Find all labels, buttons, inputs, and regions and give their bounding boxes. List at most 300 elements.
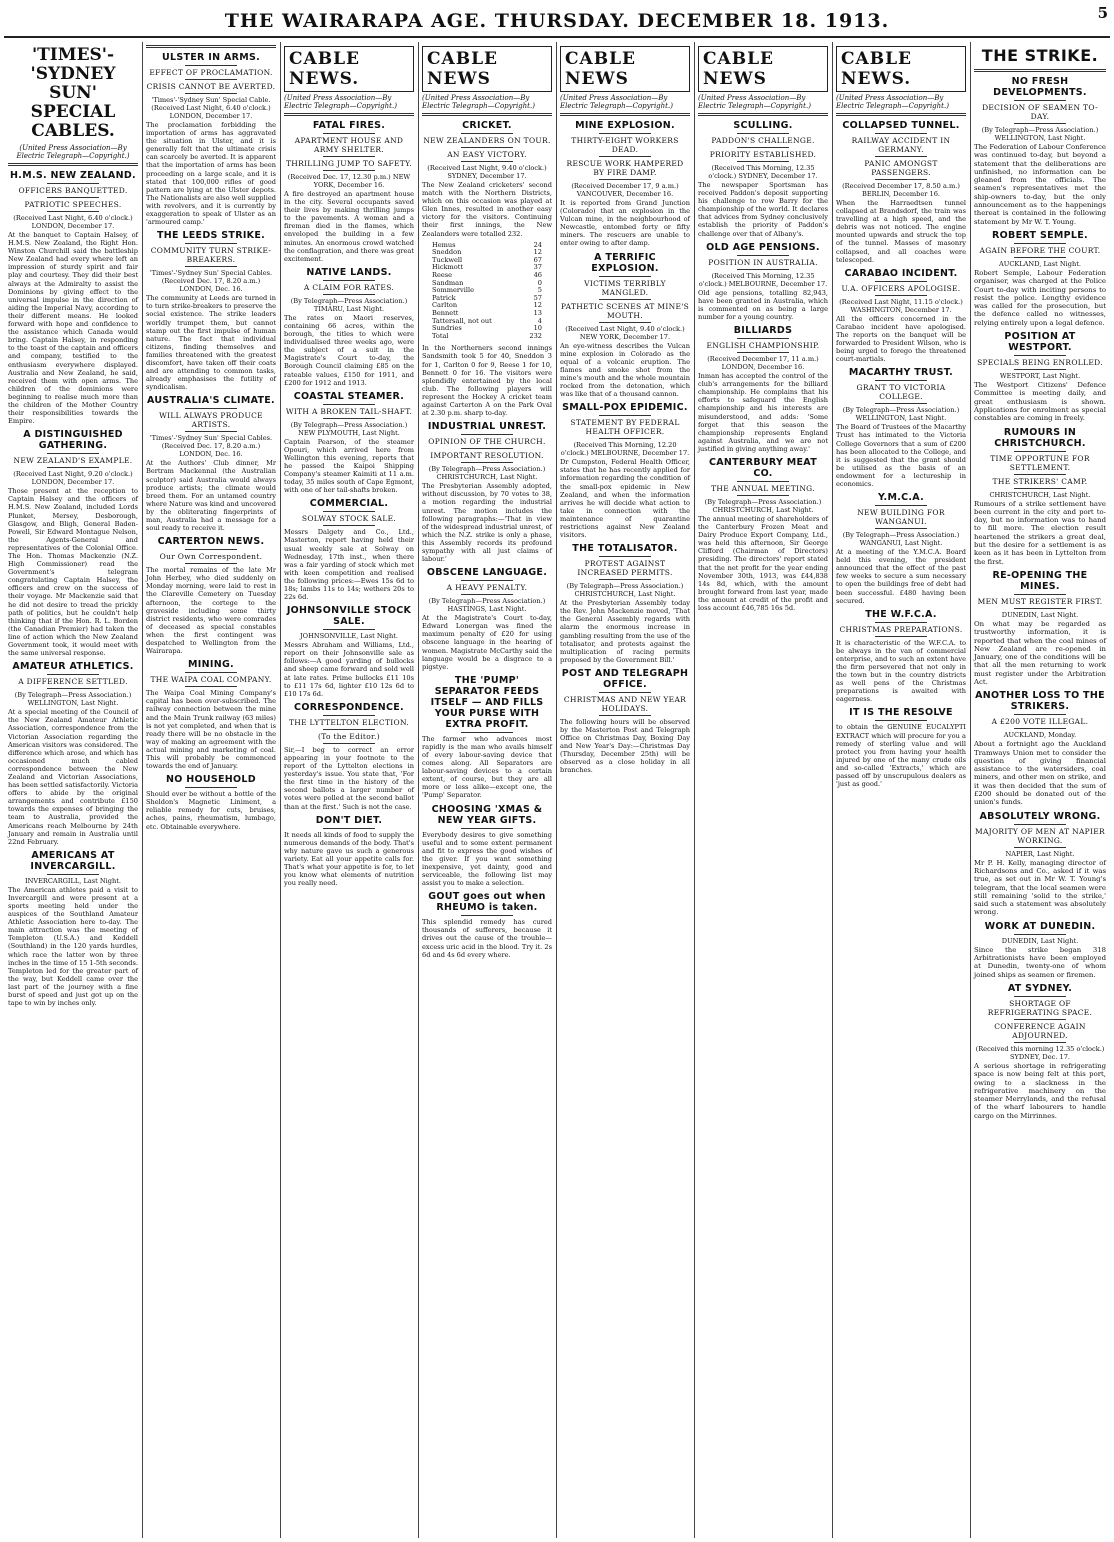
batsman-name: Patrick (432, 293, 456, 302)
article-dateline: (By Telegraph—Press Association.) CHRISTCHURCH, Last Night. (428, 465, 546, 482)
headline-rule (1014, 451, 1067, 452)
article (422, 120, 552, 238)
column-7 (832, 42, 971, 1538)
article-headline: BILLIARDS (733, 325, 793, 337)
article-body: Should ever be without a bottle of the Sheldon's Magnetic Liniment, a reliable remedy for cuts, bruises, aches, pains, rheumatism, lumbago, etc. Obtainable everywhere. (146, 790, 276, 831)
article-subheading: MEN MUST REGISTER FIRST. (977, 596, 1103, 606)
headline-rule (323, 743, 375, 744)
article (974, 921, 1106, 979)
article-dateline: (Received Last Night, 9.20 o'clock.) LONDON, December 17. (13, 470, 133, 487)
headline-rule (185, 79, 237, 80)
headline-rule (185, 431, 237, 432)
batsman-name: Sommerville (432, 286, 474, 295)
article (836, 367, 966, 488)
article-dateline: WESTPORT, Last Night. (999, 372, 1081, 381)
article (146, 395, 276, 532)
article (284, 498, 414, 601)
batsman-name: Hickmott (432, 263, 464, 272)
column-8 (970, 42, 1110, 1538)
article (284, 120, 414, 263)
article-body: Robert Semple, Labour Federation organiser, was charged at the Police Court to-day with inciting persons to resist the police. Lengthy evidence was called for the prosecution, but the defence called no witnesses, relying entirely upon a legal defence. (974, 268, 1106, 327)
headline-rule (47, 453, 99, 454)
score-table (432, 242, 552, 341)
article-dateline: 'Times'-'Sydney Sun' Special Cable. (Received Last Night, 6.40 o'clock.) LONDON, December 17. (151, 96, 271, 120)
article-subheading: THE ANNUAL MEETING. (711, 483, 815, 493)
article-subheading: A £200 VOTE ILLEGAL. (991, 717, 1089, 727)
article-body: The proclamation forbidding the importation of arms has aggravated the situation in Ulster, and it is generally felt that the ultimate crisis can scarcely be averted. It is apparent that the importation of arms has been proceeding on a large scale, and it is stated that 100,000 rifles of good pattern are lying at the Ulster depots. The Nationalists are also well supplied with revolvers, and it is currently by exaggeration to speak of Ulster as an 'armoured camp.' (146, 121, 276, 227)
headline-rule (1014, 824, 1067, 825)
article-headline: NO HOUSEHOLD (166, 774, 256, 786)
article-dateline: (By Telegraph—Press Association.) WELLINGTON, Last Night. (14, 691, 132, 708)
batsman-runs: 232 (529, 331, 542, 340)
headline-rule (323, 280, 375, 281)
headline-rule (875, 528, 927, 529)
headline-rule (323, 629, 375, 630)
article-headline: CORRESPONDENCE. (294, 701, 404, 713)
headline-rule (185, 672, 237, 673)
article-dateline: INVERCARGILL, Last Night. (24, 876, 122, 885)
article-headline: MINE EXPLOSION. (575, 120, 675, 131)
batsman-runs: 37 (533, 263, 542, 272)
article-subheading: PRIORITY ESTABLISHED. (709, 150, 817, 159)
article-dateline: (By Telegraph—Press Association.) WELLINGTON, Last Night. (981, 126, 1099, 142)
double-rule (8, 163, 138, 166)
article-subheading: AN EASY VICTORY. (447, 150, 527, 159)
cable-news-heading: CABLE NEWS. (836, 46, 966, 92)
batsman-runs: 0 (537, 278, 542, 287)
article-body: Messrs Abraham and Williams, Ltd., report on their Johnsonville sale as follows:—A good yarding of bullocks and sheep came forward and sold well at late rates. Prime bullocks £11 10s to £11 17s 6d, lighter £10 12s 6d to £10 17s 6d. (284, 641, 414, 698)
article-body: At the banquet to Captain Halsey, of H.M.S. New Zealand, the Right Hon. Winston Churchill said the battleship New Zealand had every where left an impression of sturdy spirit and fair play and courtesy. They did their best always at the Admiralty to assist the Dominions by giving effect to the universal impulse in the direction of aiding the Imperial Navy, according to their different means. He looked forward with hope and confidence to the assistance which Canada would bring. Captain Halsey, in responding to the toast of the captain and officers and company, testified to the enthusiasm everywhere displayed. Australia and New Zealand, he said, received them with open arms. The children of the dominions were beginning to realise much more than the children of the Mother Country their responsibilities towards the Empire. (8, 231, 138, 426)
column-4 (418, 42, 557, 1538)
article (284, 267, 414, 387)
article-subheading: OPINION OF THE CHURCH. (428, 437, 546, 447)
article-body: The Westport Citizens' Defence Committee is meeting daily, and great enthusiasm is shown. Applications for enrolment as special constables are coming in freely. (974, 381, 1106, 423)
article-body: Rumours of a strike settlement have been current in the city and port to-day, but no information was to hand to fill more. The election result heartened the strikers a great deal, but the desire for a settlement is as keen as it has been in Lyttelton from the first. (974, 499, 1106, 566)
batsman-runs: 5 (537, 286, 542, 295)
headline-rule (1014, 369, 1067, 370)
article-body: This splendid remedy has cured thousands of sufferers, because it drives out the cause of the trouble—excess uric acid in the blood. Try it. 2s 6d and 4s 6d every where. (422, 918, 552, 959)
headline-rule (1014, 847, 1067, 848)
article-dateline: (By Telegraph—Press Association.) CHRISTCHURCH, Last Night. (704, 497, 822, 514)
batsman-name: Sandman (432, 278, 464, 287)
headline-rule (323, 404, 375, 405)
article-headline: MACARTHY TRUST. (848, 367, 954, 379)
article (422, 567, 552, 671)
double-rule (560, 113, 690, 116)
batsman-name: Sundries (432, 324, 462, 333)
article-body: Since the strike began 318 Arbitrationists have been employed at Dunedin, twenty-one of whom joined ships as seamen or firemen. (974, 945, 1106, 979)
article-headline: FATAL FIRES. (312, 120, 386, 131)
article-headline: ANOTHER LOSS TO THE STRIKERS. (975, 690, 1105, 713)
article (698, 242, 828, 321)
article-subheading: IMPORTANT RESOLUTION. (430, 451, 544, 461)
article-dateline: (Received Last Night, 9.40 o'clock.) NEW YORK, December 17. (565, 324, 685, 341)
batsman-runs: 57 (533, 293, 542, 302)
article-dateline: (Received This Morning, 12.20 o'clock.) MELBOURNE, December 17. (560, 441, 690, 458)
article-subheading: POSITION IN AUSTRALIA. (708, 257, 818, 267)
headline-rule (461, 732, 513, 733)
article-headline: SCULLING. (733, 120, 793, 131)
article-body: At a meeting of the Y.M.C.A. Board held this evening, the president announced that the effect of the past few weeks to secure a sum necessary to open the buildings free of debt had been successful. £480 having been secured. (836, 548, 966, 605)
article-subheading: NEW BUILDING FOR WANGANUI. (857, 508, 945, 527)
headline-rule (323, 418, 375, 419)
batsman-name: Sneddon (432, 248, 462, 257)
headline-rule (185, 93, 237, 94)
article-body: The following hours will be observed by the Masterton Post and Telegraph Office on Christmas Day, Boxing Day and New Year's Day:—Christmas Day (Thursday, December 25th) will be observed as a close holiday in all branches. (560, 717, 690, 775)
batsman-name: Tuckwell (432, 255, 463, 264)
headline-rule (875, 720, 927, 721)
article-headline: OBSCENE LANGUAGE. (426, 567, 548, 579)
article-headline: POSITION AT WESTPORT. (1004, 331, 1076, 354)
section-heading: 'TIMES'-'SYDNEY SUN' SPECIAL CABLES. (30, 45, 116, 141)
article-subheading: WILL ALWAYS PRODUCE ARTISTS. (159, 411, 263, 430)
headline-rule (185, 549, 237, 550)
article-dateline: (Received this morning 12.35 o'clock.) SYDNEY, Dec. 17. (975, 1044, 1105, 1061)
article-headline: CRICKET. (462, 120, 512, 131)
article-subheading: APARTMENT HOUSE AND ARMY SHELTER. (294, 136, 404, 154)
headline-rule (599, 715, 651, 716)
column-6 (694, 42, 833, 1538)
article-headline: POST AND TELEGRAPH OFFICE. (561, 667, 689, 690)
article-body: When the Harraedtsen tunnel collapsed at Brandsdorf, the train was travelling at a high speed, and the debris was not noticed. The engine mounted upwards and struck the top of the tunnel. Masses of masonry collapsed, and all coaches were telescoped. (836, 199, 966, 264)
article-body: Old age pensions, totalling 82,943, have been granted in Australia, which is commented on as being a large number for a young country. (698, 288, 828, 321)
page-number: 5 (1097, 4, 1108, 22)
article-headline: RE-OPENING THE MINES. (992, 569, 1088, 592)
headline-rule (875, 636, 927, 637)
batsman-runs: 12 (533, 248, 542, 257)
article-subheading: NEW ZEALAND'S EXAMPLE. (13, 456, 133, 466)
headline-rule (875, 403, 927, 404)
cable-news-heading: CABLE NEWS (560, 46, 690, 92)
article (8, 661, 138, 846)
article-headline: ROBERT SEMPLE. (992, 229, 1088, 241)
headline-rule (461, 580, 513, 581)
article (560, 402, 690, 539)
headline-rule (875, 179, 927, 180)
article-dateline: AUCKLAND, Monday. (1003, 731, 1077, 740)
double-rule (836, 113, 966, 116)
headline-rule (599, 133, 651, 134)
article (560, 543, 690, 664)
article-dateline: (Received This Morning, 12.35 o'clock.) MELBOURNE, December 17. (698, 271, 828, 288)
article-subheading: OFFICERS BANQUETTED. (18, 186, 128, 195)
article-body: The Waipa Coal Mining Company's capital has been over-subscribed. The railway connection between the mine and the Main Trunk railway (63 miles) is not yet completed, and when that is ready there will be no obstacle in the way of making an agreement with the actual mining and marketing of coal. This will probably be commenced towards the end of January. (146, 689, 276, 771)
article (974, 427, 1106, 566)
article (836, 120, 966, 264)
headline-rule (599, 692, 651, 693)
headline-rule (1014, 488, 1067, 489)
newspaper-columns (4, 42, 1110, 1538)
article-headline: Y.M.C.A. (877, 492, 925, 504)
article-subheading: VICTIMS TERRIBLY MANGLED. (584, 278, 666, 297)
article-body: The annual meeting of shareholders of the Canterbury Frozen Meat and Dairy Produce Export Company, Ltd., was held this afternoon, Sir George Clifford (Chairman of Directors) presiding. The directors' report stated that the net profit for the year ending November 30th, 1913, was £44,838 14s 8d, which, with the amount brought forward from last year, made the amount at credit of the profit and loss account £46,785 16s 5d. (698, 514, 828, 612)
article-subheading: PATHETIC SCENES AT MINE'S MOUTH. (560, 301, 690, 320)
headline-rule (875, 156, 927, 157)
headline-rule (875, 380, 927, 381)
article (8, 850, 138, 1007)
batsman-name: Tattersall, not out (432, 316, 492, 325)
article-dateline: 'Times'-'Sydney Sun' Special Cables. (Received Dec. 17, 8.20 a.m.) LONDON, Dec. 16. (149, 434, 273, 459)
headline-rule (185, 686, 237, 687)
article-dateline: (Received This Morning, 12.35 o'clock.) SYDNEY, December 17. (708, 164, 818, 180)
headline-rule (461, 133, 513, 134)
article (8, 429, 138, 657)
article-body: The Presbyterian Assembly adopted, without discussion, by 70 votes to 38, a motion regarding the industrial unrest. The motion includes the following paragraphs:—'That in view of the widespread industrial unrest, of which the N.Z. strike is only a phase, this Assembly records its profound sympathy with all just claims of labour.' (422, 482, 552, 564)
double-rule (974, 69, 1106, 72)
article-dateline: (By Telegraph—Press Association.) TIMARU, Last Night. (290, 296, 408, 313)
headline-rule (599, 179, 651, 180)
headline-rule (461, 448, 513, 449)
article-subheading: SPECIALS BEING ENROLLED. (977, 358, 1103, 368)
headline-rule (323, 170, 375, 171)
article-body: The newspaper Sportsman has received Paddon's deposit supporting his challenge to row Barry for the championship of the world. It declares that advices from Sydney conclusively establish the priority of Paddon's challenge over that of Albany's. (698, 181, 828, 238)
headline-rule (1014, 355, 1067, 356)
article-body: Everybody desires to give something useful and to some extent permanent and fit to express the good wishes of the giver. If you want something inexpensive, yet dainty, good and serviceable, the following list may assist you to make a selection. (422, 830, 552, 888)
headline-rule (1014, 934, 1067, 935)
article-subheading: STATEMENT BY FEDERAL HEALTH OFFICER. (570, 418, 680, 437)
article (698, 457, 828, 612)
article (974, 811, 1106, 917)
cable-news-heading: CABLE NEWS. (284, 46, 414, 92)
headline-rule (47, 197, 99, 198)
article-dateline: (By Telegraph—Press Association.) WELLINGTON, Last Night. (842, 406, 960, 423)
headline-rule (185, 243, 237, 244)
double-rule (698, 113, 828, 116)
article-dateline: (By Telegraph—Press Association.) NEW PLYMOUTH, Last Night. (290, 420, 408, 437)
article (836, 268, 966, 364)
wire-credit: (United Press Association—By Electric Telegraph—Copyright.) (16, 144, 130, 160)
article-headline: RUMOURS IN CHRISTCHURCH. (994, 426, 1086, 449)
cable-news-heading: CABLE NEWS (698, 46, 828, 92)
article-subheading: THE STRIKERS' CAMP. (992, 476, 1088, 486)
double-rule (422, 113, 552, 116)
batsman-runs: 12 (533, 301, 542, 310)
article-dateline: DUNEDIN, Last Night. (1001, 610, 1079, 619)
article (422, 242, 552, 341)
article-body: On what may be regarded as trustworthy information, it is reported that when the coal mines of New Zealand are re-opened in January, one of the conditions will be that all the men returning to work must register under the Arbitration Act. (974, 619, 1106, 686)
article (8, 170, 138, 425)
article-subheading: PATRIOTIC SPEECHES. (24, 200, 122, 209)
batsman-runs: 10 (533, 324, 542, 333)
cable-news-credit: (United Press Association—By Electric Telegraph—Copyright.) (836, 94, 949, 110)
headline-rule (737, 133, 789, 134)
article-body: It needs all kinds of food to supply the numerous demands of the body. That's why nature gave us such a generous variety. Eat all your appetite calls for. That's what your appetite is for, to let you know what elements of nutrition you really need. (284, 830, 414, 888)
headline-rule (47, 183, 99, 184)
newspaper-title: THE WAIRARAPA AGE. THURSDAY. DECEMBER 18. 1913. (224, 10, 890, 32)
article-subheading: CONFERENCE AGAIN ADJOURNED. (994, 1021, 1086, 1040)
article (560, 120, 690, 248)
headline-rule (323, 294, 375, 295)
article-headline: THE TOTALISATOR. (572, 543, 678, 555)
headline-rule (1014, 100, 1067, 101)
column-1 (4, 42, 143, 1538)
article (422, 891, 552, 958)
headline-rule (875, 281, 927, 282)
headline-rule (599, 438, 651, 439)
column-3 (280, 42, 419, 1538)
article-subheading: RESCUE WORK HAMPERED BY FIRE DAMP. (566, 159, 684, 177)
headline-rule (599, 322, 651, 323)
headline-rule (461, 147, 513, 148)
headline-rule (185, 65, 237, 66)
cable-news-credit: (United Press Association—By Electric Telegraph—Copyright.) (422, 94, 535, 110)
article-subheading: COMMUNITY TURN STRIKE-BREAKERS. (150, 246, 272, 265)
article-subheading: THE LYTTELTON ELECTION. (288, 717, 410, 727)
headline-rule (599, 415, 651, 416)
article-body: Sir,—I beg to correct an error appearing in your footnote to the report of the Lyttelton elections in yesterday's issue. You state that, 'For the first time in the history of the second ballots a larger number of votes were polled at the second ballot than at the first.' Such is not the case. (284, 745, 414, 811)
article-headline: OLD AGE PENSIONS. (706, 241, 820, 253)
article (146, 774, 276, 830)
article-headline: NATIVE LANDS. (306, 266, 392, 278)
article-subheading: PADDON'S CHALLENGE. (711, 136, 815, 145)
headline-rule (323, 133, 375, 134)
article-subheading: A HEAVY PENALTY. (446, 583, 528, 593)
headline-rule (737, 495, 789, 496)
headline-rule (47, 674, 99, 675)
cable-news-credit: (United Press Association—By Electric Telegraph—Copyright.) (284, 94, 397, 110)
cable-news-heading: CABLE NEWS (422, 46, 552, 92)
headline-rule (1014, 594, 1067, 595)
article-subheading: CRISIS CANNOT BE AVERTED. (146, 82, 276, 91)
batsman-runs: 4 (537, 316, 542, 325)
article (560, 668, 690, 775)
article (146, 536, 276, 655)
article-subheading: RAILWAY ACCIDENT IN GERMANY. (851, 136, 951, 154)
headline-rule (737, 338, 789, 339)
article-headline: CANTERBURY MEAT CO. (708, 456, 818, 479)
headline-rule (323, 828, 375, 829)
article-body: The community at Leeds are turned in to turn strike-breakers to preserve the social existence. The strike leaders worldly trumpet them, but cannot stamp out the first impulse of human nature. The fact that individual citizens, finding themselves and families threatened with the greatest discomfort, have taken off their coats and are attending to common tasks, already emphasises the futility of syndicalism. (146, 294, 276, 392)
article-body: The Federation of Labour Conference was continued to-day, but beyond a statement that the deliberations are unfinished, no information can be gleaned from the officials. The seamen's representatives met the ship-owners to-day, but the only announcement as to the happenings thereat is contained in the following statement by Mr W. T. Young. (974, 143, 1106, 226)
batsman-runs: 67 (533, 255, 542, 264)
article-body: The American athletes paid a visit to Invercargill and were present at a sports meeting held under the auspices of the Southland Amateur Athletic Association here to-day. The main attraction was the meeting of Templeton (U.S.A.) and Keddell (Southland) in the 120 yards hurdles, which race the latter won by three inches in the time of 15 1-5th seconds. Templeton led for the greater part of the way, but Keddell came over the last part of the journey with a fine burst of speed and just got up on the tape to win by inches only. (8, 885, 138, 1008)
article-dateline: (Received Last Night, 9.40 o'clock.) SYDNEY, December 17. (427, 164, 547, 180)
headline-rule (737, 269, 789, 270)
headline-rule (1014, 474, 1067, 475)
article (974, 570, 1106, 686)
headline-rule (47, 688, 99, 689)
headline-rule (1014, 608, 1067, 609)
article-headline: A DISTINGUISHED GATHERING. (23, 429, 123, 452)
article-subheading: SOLWAY STOCK SALE. (301, 514, 397, 524)
article (974, 230, 1106, 327)
headline-rule (323, 511, 375, 512)
score-row (432, 333, 542, 341)
article-subheading: EFFECT OF PROCLAMATION. (149, 68, 273, 77)
article-headline: THE LEEDS STRIKE. (156, 230, 266, 242)
batsman-name: Total (432, 331, 449, 340)
article-body: Captain Pearson, of the steamer Opouri, which arrived here from Wellington this evening, reports that he passed the Kaipoi Shipping Company's steamer Kaimiti at 11 a.m. today, 35 miles south of Cape Egmont, with one of her tail-shafts broken. (284, 437, 414, 495)
article-body: It is characteristic of the W.F.C.A. to be always in the van of commercial enterprise, and to such an extent have the firm persevered that not only in the town but in the country districts as well pens of the Christmas preparations is awaited with eagerness. (836, 638, 966, 704)
article-subheading: ENGLISH CHAMPIONSHIP. (706, 341, 820, 351)
article (284, 605, 414, 698)
article-dateline: CHRISTCHURCH, Last Night. (989, 490, 1091, 499)
article-subheading: Our Own Correspondent. (159, 552, 263, 562)
article (974, 76, 1106, 226)
article-headline: THE 'PUMP' SEPARATOR FEEDS ITSELF — AND FILLS YOUR PURSE WITH EXTRA PROFIT. (430, 674, 544, 730)
article-body: An eye-witness describes the Vulcan mine explosion in Colorado as the equal of a volcanic eruption. The flames and smoke shot from the mine's mouth and the whole mountain rocked from the detonation, which was like that of a thousand cannon. (560, 341, 690, 399)
headline-rule (185, 266, 237, 267)
article-headline: ULSTER IN ARMS. (161, 52, 261, 63)
article-headline: GOUT goes out when RHEUMO is taken. (428, 891, 546, 914)
headline-rule (323, 525, 375, 526)
headline-rule (461, 594, 513, 595)
headline-rule (1014, 243, 1067, 244)
headline-rule (599, 156, 651, 157)
double-rule (284, 113, 414, 116)
headline-rule (185, 787, 237, 788)
headline-rule (47, 874, 99, 875)
headline-rule (461, 161, 513, 162)
headline-rule (47, 467, 99, 468)
headline-rule (875, 505, 927, 506)
article (422, 675, 552, 800)
article-headline: AT SYDNEY. (1007, 982, 1073, 994)
article-body: The Board of Trustees of the Macarthy Trust has intimated to the Victoria College Governors that a sum of £200 has been allocated to the College, and it is suggested that the grant should be utilised as the basis of an endowment for a lectureship in economics. (836, 423, 966, 488)
article (974, 331, 1106, 422)
headline-rule (737, 352, 789, 353)
article-dateline: (Received December 17, 11 a.m.) LONDON, December 16. (707, 355, 819, 372)
article (836, 609, 966, 704)
headline-rule (323, 715, 375, 716)
batsman-runs: 46 (533, 271, 542, 280)
cable-news-credit: (United Press Association—By Electric Telegraph—Copyright.) (698, 94, 811, 110)
article-dateline: (By Telegraph—Press Association.) CHRISTCHURCH, Last Night. (566, 582, 684, 599)
cable-news-credit: (United Press Association—By Electric Telegraph—Copyright.) (560, 94, 673, 110)
article (974, 690, 1106, 806)
article-dateline: (Received Dec. 17, 12.30 p.m.) NEW YORK, December 16. (287, 173, 411, 189)
masthead (0, 0, 1114, 40)
headline-rule (737, 481, 789, 482)
article-subheading: NEW ZEALANDERS ON TOUR. (423, 136, 551, 145)
article-subheading: PROTEST AGAINST INCREASED PERMITS. (577, 559, 673, 578)
headline-rule (1014, 1019, 1067, 1020)
article-subheading: U.A. OFFICERS APOLOGISE. (841, 283, 961, 293)
article-body: At a special meeting of the Council of the New Zealand Amateur Athletic Association, correspondence from the Victorian Association regarding the American visitors was considered. The difference which arose, and which has occasioned much cabled correspondence between the New Zealand and Victorian Associations, has been settled satisfactorily. Victoria offers to abide by the original arrangements and contribute £150 towards the expenses of bringing the team to Australia, provided the Americans reach Melbourne by 24th January and remain in Australia until 22nd February. (8, 708, 138, 846)
article-headline: AMERICANS AT INVERCARGILL. (30, 849, 116, 872)
article-headline: SMALL-POX EPIDEMIC. (562, 402, 688, 414)
article-subheading: WITH A BROKEN TAIL-SHAFT. (285, 406, 413, 416)
article-headline: MINING. (188, 659, 234, 671)
batsman-name: Reese (432, 271, 453, 280)
article-body: It is reported from Grand Junction (Colorado) that an explosion in the Vulcan mine, in the neighbourhood of Newcastle, entombed forty or fifty miners. The rescuers are unable to enter owing to after damp. (560, 199, 690, 248)
article-subheading: AGAIN BEFORE THE COURT. (979, 245, 1101, 255)
article-headline: NO FRESH DEVELOPMENTS. (993, 76, 1087, 98)
double-rule (146, 45, 276, 48)
batsman-name: Hemus (432, 240, 456, 249)
article-headline: AUSTRALIA'S CLIMATE. (147, 395, 275, 407)
column-2 (142, 42, 281, 1538)
article-subheading: THRILLING JUMP TO SAFETY. (285, 159, 413, 168)
article-subheading: A CLAIM FOR RATES. (303, 282, 395, 292)
article (698, 325, 828, 453)
headline-rule (875, 133, 927, 134)
batsman-name: Carlton (432, 301, 458, 310)
article-body: The rates on Maori reserves, containing 66 acres, within the borough, the titles to which were individualised three weeks ago, were the subject of a suit in the Magistrate's Court to-day, the Borough Council claiming £85 on the rateable values, £150 for 1911, and £200 for 1912 and 1913. (284, 313, 414, 387)
article-dateline: (By Telegraph—Press Association.) HASTINGS, Last Night. (428, 597, 546, 614)
article-body: Dr Cumpston, Federal Health Officer, states that he has recently applied for information regarding the condition of the small-pox epidemic in New Zealand, and when the information arrives he will decide what action to take in connection with the maintenance of quarantine restrictions against New Zealand visitors. (560, 458, 690, 540)
headline-rule (323, 156, 375, 157)
article (698, 120, 828, 238)
headline-rule (875, 622, 927, 623)
headline-rule (461, 462, 513, 463)
article-headline: COMMERCIAL. (309, 498, 389, 510)
article-headline: AMATEUR ATHLETICS. (12, 661, 134, 673)
headline-rule (737, 147, 789, 148)
headline-rule (1014, 728, 1067, 729)
article (146, 52, 276, 226)
headline-rule (185, 563, 237, 564)
